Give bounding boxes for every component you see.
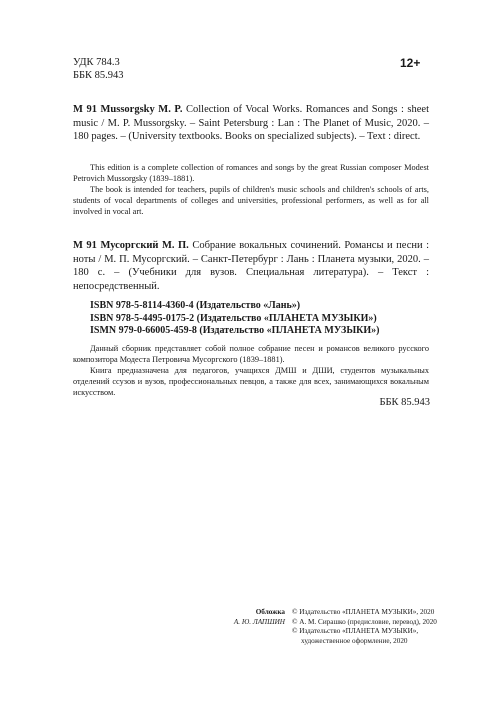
ismn-line: ISMN 979-0-66005-459-8 (Издательство «ПЛАНЕТА МУЗЫКИ»)	[90, 325, 380, 336]
author-name: Мусоргский М. П.	[100, 240, 189, 251]
annotation-paragraph: The book is intended for teachers, pupils of children's music schools and children's schools of arts, students of vocal departments of colleges and universities, professional performers, as well as for all involved in vocal art.	[73, 185, 429, 216]
bbk-code: ББК 85.943	[73, 70, 124, 81]
copyright-line: художественное оформление, 2020	[301, 636, 408, 645]
cover-credit	[200, 608, 285, 627]
cover-artist: А. Ю. ЛАПШИН	[233, 617, 285, 626]
copyright-line: © Издательство «ПЛАНЕТА МУЗЫКИ»,	[292, 627, 419, 635]
bbk-code-bottom: ББК 85.943	[379, 397, 430, 408]
annotation-paragraph: Данный сборник представляет собой полное собрание песен и романсов великого русского композитора Модеста Петровича Мусоргского (1839–1881).	[73, 344, 429, 364]
bibliographic-entry-ru	[73, 239, 429, 293]
author-name: Mussorgsky M. P.	[100, 104, 183, 115]
isbn-line: ISBN 978-5-8114-4360-4 (Издательство «Лань»)	[90, 300, 301, 311]
isbn-list	[90, 300, 380, 338]
bibliographic-entry-en	[73, 103, 429, 144]
classification-codes	[73, 56, 124, 82]
cover-label: Обложка	[255, 608, 285, 616]
annotation-paragraph: This edition is a complete collection of romances and songs by the great Russian composer Modest Petrovich Mussorgsky (1839–1881).	[73, 163, 429, 183]
entry-text: Собрание вокальных сочинений. Романсы и песни : ноты / М. П. Мусоргский. – Санкт-Петербург : Лань : Планета музыки, 2020. – 180 с. – (Учебники для вузов. Специальная литература). – Текст : непосредственный.	[73, 240, 430, 292]
udk-code: УДК 784.3	[73, 57, 120, 68]
copyright-block	[292, 608, 462, 646]
isbn-line: ISBN 978-5-4495-0175-2 (Издательство «ПЛАНЕТА МУЗЫКИ»)	[90, 312, 377, 324]
author-sign: M 91	[73, 104, 97, 115]
author-sign: М 91	[73, 240, 97, 251]
annotation-en	[73, 162, 429, 217]
entry-text: Collection of Vocal Works. Romances and Songs : sheet music / M. P. Mussorgsky. – Saint Petersburg : Lan : The Planet of Music, 2020. – 180 pages. – (University textbooks. Books on specialized subjects). – Text : direct.	[73, 104, 429, 142]
annotation-paragraph: Книга предназначена для педагогов, учащихся ДМШ и ДШИ, студентов музыкальных отделений ссузов и вузов, профессиональных певцов, а также для всех, занимающихся вокальным искусством.	[73, 366, 429, 397]
annotation-ru	[73, 343, 429, 398]
copyright-line: © А. М. Сирашко (предисловие, перевод), 2020	[292, 617, 437, 626]
copyright-line: © Издательство «ПЛАНЕТА МУЗЫКИ», 2020	[292, 608, 435, 616]
age-rating: 12+	[400, 56, 421, 70]
